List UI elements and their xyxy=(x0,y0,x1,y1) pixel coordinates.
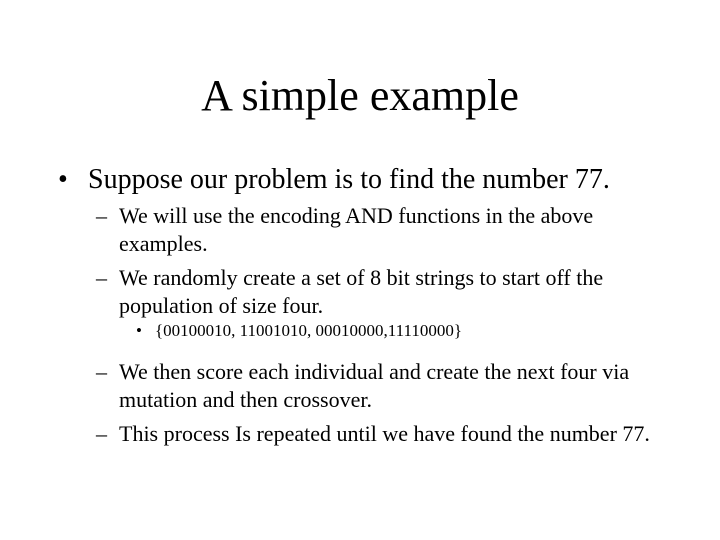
nested-bullet-text: {00100010, 11001010, 00010000,11110000} xyxy=(155,321,463,340)
sub-bullet xyxy=(96,264,676,320)
dash-marker: – xyxy=(96,359,107,384)
bullet-marker: • xyxy=(58,164,68,195)
dash-marker: – xyxy=(96,421,107,446)
main-bullet xyxy=(58,164,610,196)
sub-bullet xyxy=(96,420,676,448)
nested-bullet xyxy=(136,320,462,342)
dash-marker: – xyxy=(96,203,107,228)
sub-bullet xyxy=(96,202,676,258)
sub-bullet-text: This process Is repeated until we have found the number 77. xyxy=(119,421,650,446)
sub-bullet-text: We then score each individual and create the next four via mutation and then crossover. xyxy=(119,359,630,412)
sub-bullet-text: We randomly create a set of 8 bit strings to start off the population of size four. xyxy=(119,265,604,318)
sub-bullet xyxy=(96,358,676,414)
sub-bullet-text: We will use the encoding AND functions in the above examples. xyxy=(119,203,594,256)
dash-marker: – xyxy=(96,265,107,290)
slide-title: A simple example xyxy=(201,71,519,120)
bullet-marker: • xyxy=(136,321,142,340)
main-bullet-text: Suppose our problem is to find the number 77. xyxy=(88,164,610,195)
